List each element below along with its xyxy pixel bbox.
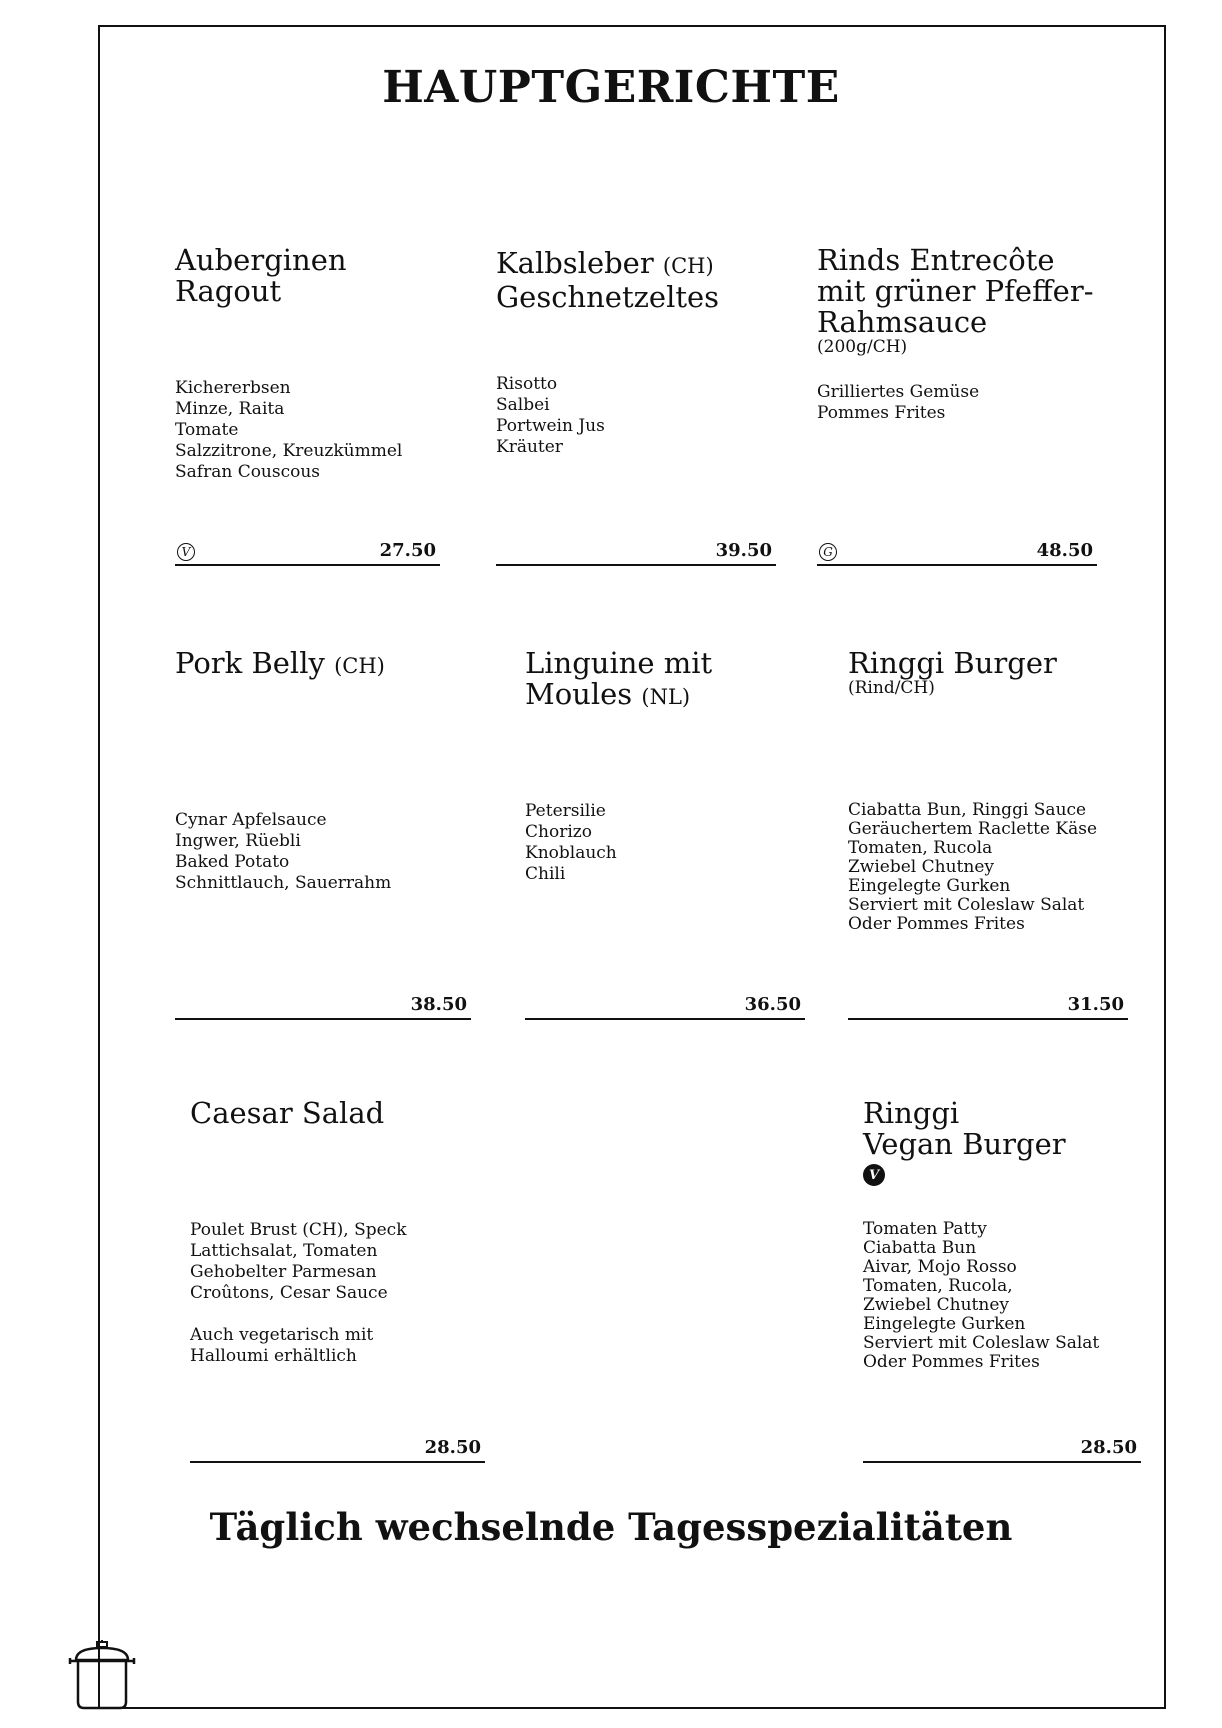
price-line: [175, 536, 440, 566]
price-line: [175, 990, 471, 1020]
dish-description: Ciabatta Bun, Ringgi Sauce Geräuchertem Raclette Käse Tomaten, Rucola Zwiebel Chutney Eingelegte Gurken Serviert mit Coleslaw Salat Oder Pommes Frites: [848, 800, 1098, 934]
price-line: [525, 990, 805, 1020]
dish-auberginen-ragout: [175, 245, 440, 575]
dish-description: Kichererbsen Minze, Raita Tomate Salzzitrone, Kreuzkümmel Safran Couscous: [175, 378, 403, 482]
price-line: [496, 536, 776, 566]
daily-specials-note: Täglich wechselnde Tagesspezialitäten: [209, 1505, 1013, 1549]
dish-name: Linguine mit: [525, 646, 713, 680]
dish-kalbsleber: [496, 248, 776, 578]
dish-price: 31.50: [1067, 994, 1124, 1015]
dish-subtitle: (Rind/CH): [848, 678, 935, 698]
dish-description: Risotto Salbei Portwein Jus Kräuter: [496, 374, 605, 457]
dish-name: Caesar Salad: [190, 1096, 385, 1130]
dish-subtitle: (200g/CH): [817, 337, 908, 357]
dish-description: Grilliertes Gemüse Pommes Frites: [817, 382, 980, 423]
dish-origin: (CH): [334, 654, 385, 678]
dish-description: Poulet Brust (CH), Speck Lattichsalat, Tomaten Gehobelter Parmesan Croûtons, Cesar Sauce Auch vegetarisch mit Halloumi erhältlich: [190, 1220, 407, 1366]
dish-pork-belly: [175, 648, 471, 1028]
dish-caesar-salad: [190, 1098, 485, 1478]
dish-price: 28.50: [424, 1437, 481, 1458]
dish-description: Tomaten Patty Ciabatta Bun Aivar, Mojo Rosso Tomaten, Rucola, Zwiebel Chutney Eingelegte Gurken Serviert mit Coleslaw Salat Oder Pommes Frites: [863, 1219, 1100, 1372]
dish-name-line2: Geschnetzeltes: [496, 280, 720, 314]
gluten-free-icon: G: [819, 543, 837, 561]
dish-name: Auberginen Ragout: [175, 243, 347, 308]
dish-name: Ringgi Burger: [848, 646, 1057, 680]
dish-price: 28.50: [1080, 1437, 1137, 1458]
vegan-icon: V: [863, 1164, 885, 1186]
price-line: [863, 1433, 1141, 1463]
dish-price: 38.50: [410, 994, 467, 1015]
dish-name: Ringgi Vegan Burger: [863, 1096, 1066, 1161]
cooking-pot-icon: [68, 1640, 138, 1712]
page-title: HAUPTGERICHTE: [382, 62, 840, 113]
dish-rinds-entrecote: [817, 245, 1097, 575]
dish-price: 39.50: [715, 540, 772, 561]
price-line: [190, 1433, 485, 1463]
dish-price: 48.50: [1036, 540, 1093, 561]
dish-name: Pork Belly (CH): [175, 646, 385, 680]
dish-origin: (NL): [641, 685, 691, 709]
dish-name: Rinds Entrecôte mit grüner Pfeffer- Rahmsauce: [817, 243, 1094, 339]
dish-ringgi-burger: [848, 648, 1128, 1028]
dish-description: Cynar Apfelsauce Ingwer, Rüebli Baked Potato Schnittlauch, Sauerrahm: [175, 810, 392, 893]
dish-price: 27.50: [379, 540, 436, 561]
dish-description: Petersilie Chorizo Knoblauch Chili: [525, 801, 617, 884]
dish-name-line2: Moules (NL): [525, 677, 691, 711]
dish-name: Kalbsleber (CH): [496, 246, 714, 280]
dish-price: 36.50: [744, 994, 801, 1015]
price-line: [817, 536, 1097, 566]
price-line: [848, 990, 1128, 1020]
dish-ringgi-vegan-burger: [863, 1098, 1141, 1478]
dish-origin: (CH): [662, 254, 714, 278]
dish-linguine-moules: [525, 648, 805, 1028]
vegetarian-icon: V: [177, 543, 195, 561]
